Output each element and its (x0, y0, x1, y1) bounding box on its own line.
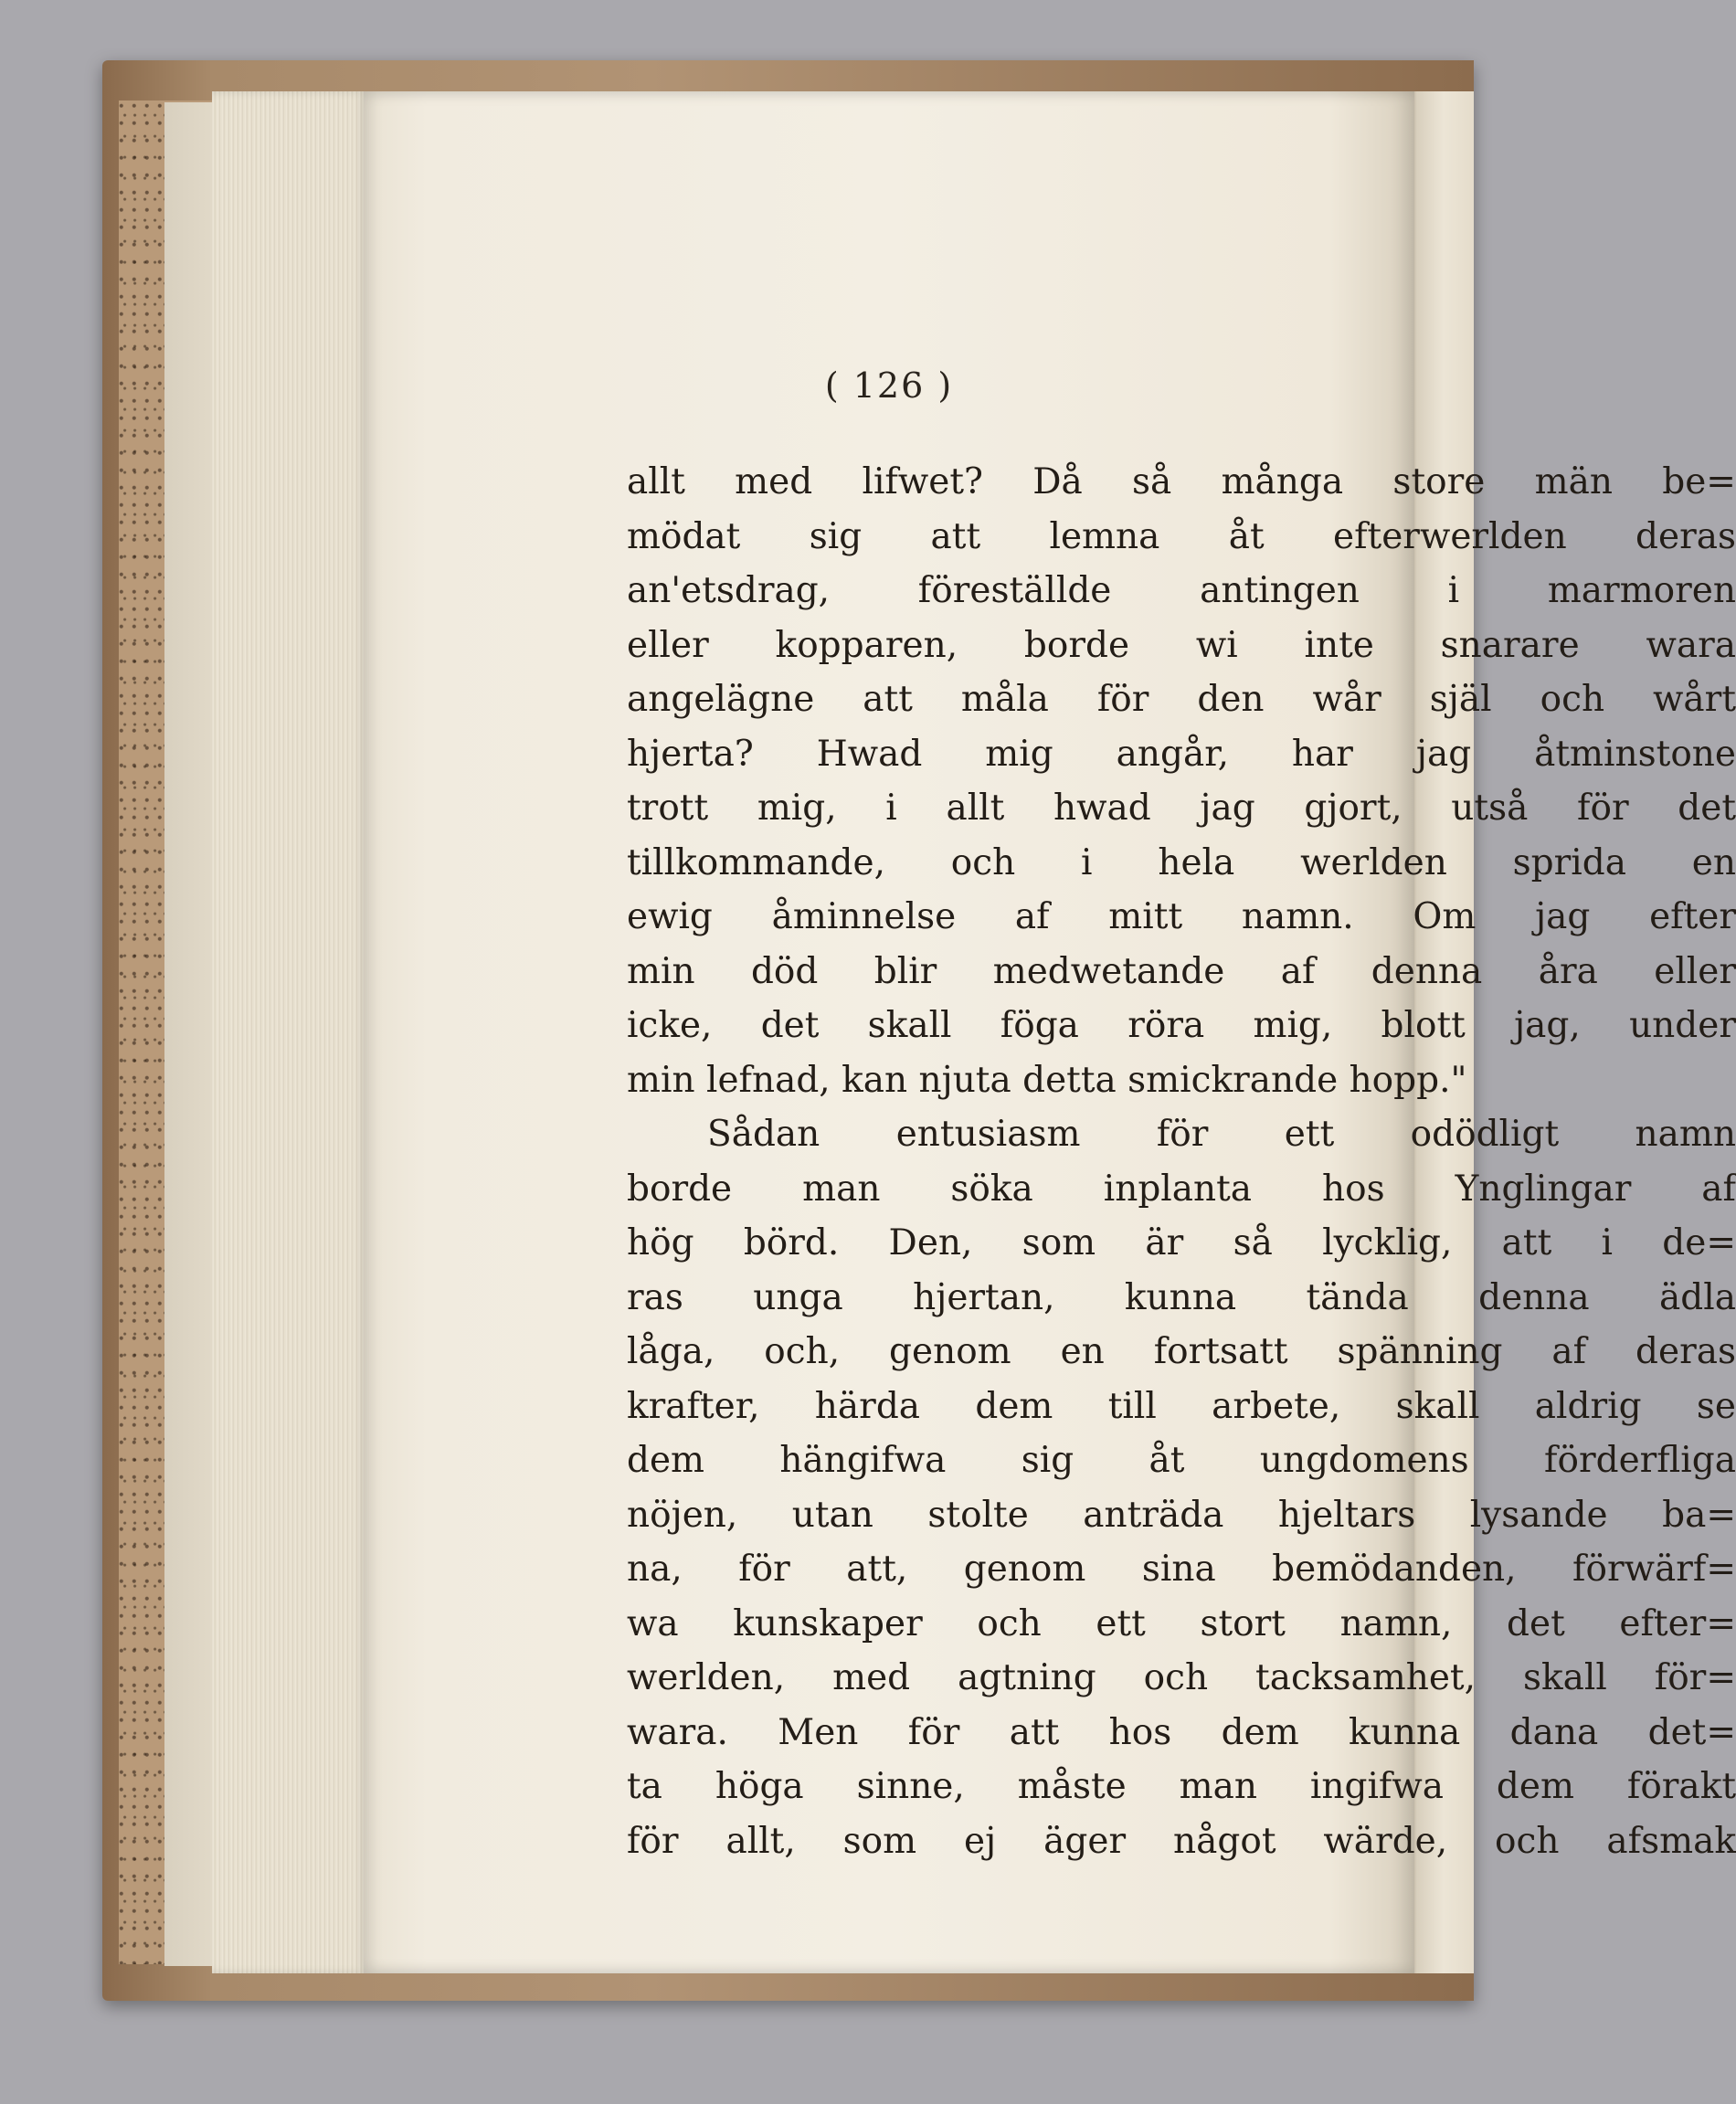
page-number: ( 126 ) (824, 365, 954, 406)
text-line: min lefnad, kan njuta detta smickrande hopp." (627, 1059, 1467, 1101)
text-line: hjerta? Hwad mig angår, har jag åtminstone (627, 733, 1736, 775)
text-line: dem hängifwa sig åt ungdomens förderfliga (627, 1440, 1736, 1481)
book-page (364, 91, 1736, 1973)
text-line: ewig åminnelse af mitt namn. Om jag efter (627, 896, 1736, 937)
text-line: tillkommande, och i hela werlden sprida en (627, 841, 1736, 883)
text-line: ras unga hjertan, kunna tända denna ädla (627, 1276, 1736, 1318)
text-line: nöjen, utan stolte anträda hjeltars lysande ba= (627, 1494, 1736, 1536)
text-line: borde man söka inplanta hos Ynglingar af (627, 1168, 1736, 1210)
text-line: allt med lifwet? Då så många store män be= (627, 461, 1736, 502)
text-line: wara. Men för att hos dem kunna dana det= (627, 1711, 1736, 1753)
text-line: icke, det skall föga röra mig, blott jag, under (627, 1005, 1736, 1046)
text-line: eller kopparen, borde wi inte snarare wara (627, 624, 1736, 666)
text-line: Sådan entusiasm för ett odödligt namn (707, 1114, 1736, 1155)
text-line: angelägne att måla för den wår själ och wårt (627, 679, 1736, 720)
text-line: wa kunskaper och ett stort namn, det efter= (627, 1602, 1736, 1644)
text-line: na, för att, genom sina bemödanden, förwärf= (627, 1549, 1736, 1590)
text-line: låga, och, genom en fortsatt spänning af deras (627, 1331, 1736, 1372)
page-block-edges (212, 91, 367, 1973)
text-line: krafter, härda dem till arbete, skall aldrig se (627, 1385, 1736, 1427)
text-line: an'etsdrag, föreställde antingen i marmoren (627, 570, 1736, 611)
text-line: min död blir medwetande af denna åra eller (627, 950, 1736, 992)
text-line: hög börd. Den, som är så lycklig, att i de= (627, 1222, 1736, 1263)
text-line: trott mig, i allt hwad jag gjort, utså för det (627, 788, 1736, 829)
text-line: mödat sig att lemna åt efterwerlden deras (627, 515, 1736, 557)
text-line: ta höga sinne, måste man ingifwa dem förakt (627, 1766, 1736, 1807)
text-line: werlden, med agtning och tacksamhet, skall för= (627, 1657, 1736, 1698)
text-line: för allt, som ej äger något wärde, och afsmak (627, 1820, 1736, 1862)
page-text (627, 455, 1736, 1868)
